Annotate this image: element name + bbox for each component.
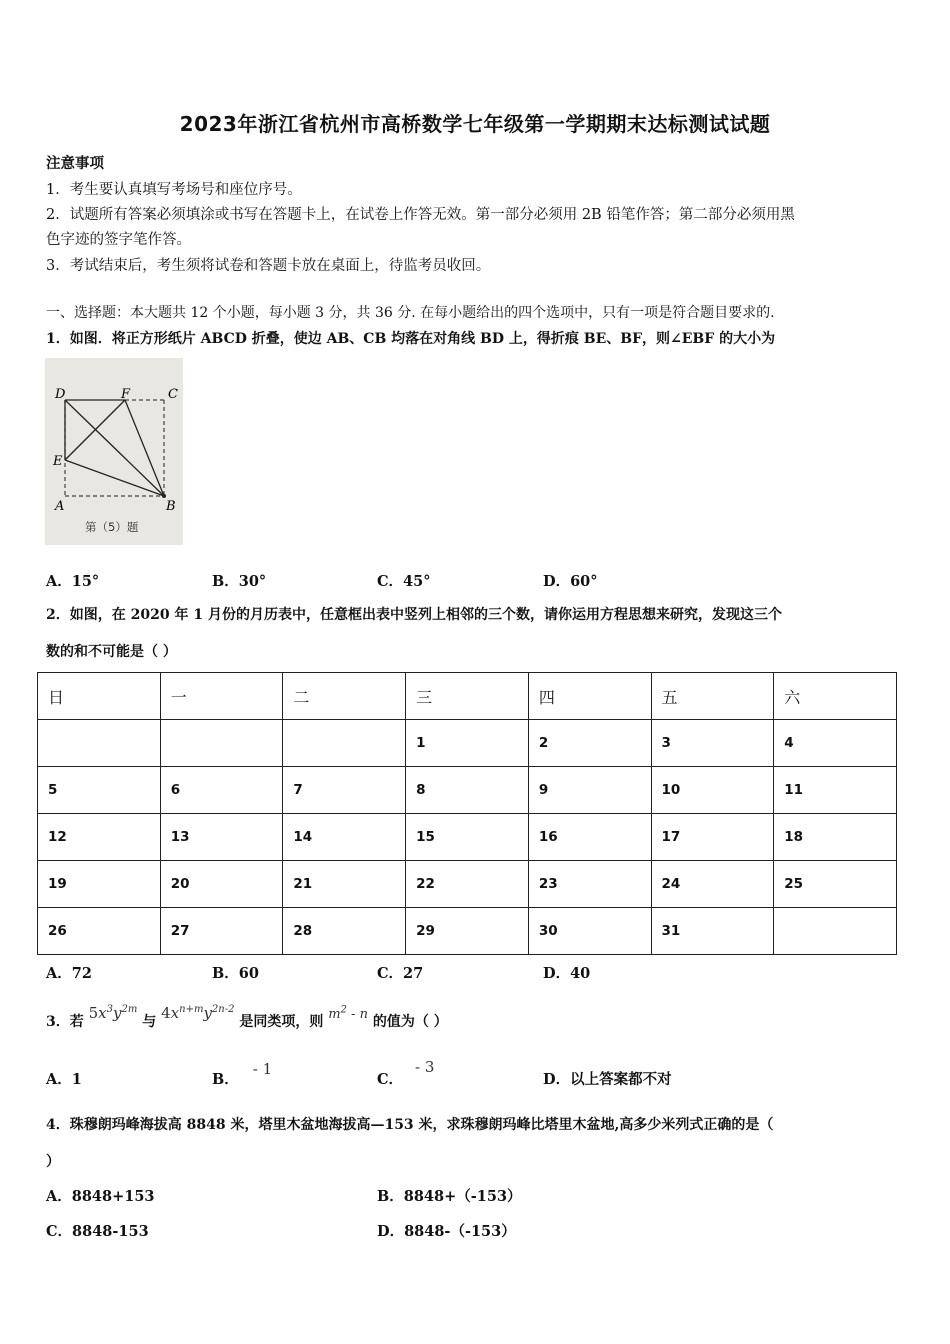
label-c: C [168,387,178,402]
q3-option-b-label: B． [212,1071,239,1088]
calendar-cell: 19 [38,861,161,908]
calendar-row [38,908,897,955]
notice-item-2: 2．试题所有答案必须填涂或书写在答题卡上，在试卷上作答无效。第一部分必须用 2B 铅笔作答；第二部分必须用黑 [46,207,795,223]
calendar-cell: 6 [160,767,283,814]
section-heading: 一、选择题：本大题共 12 个小题，每小题 3 分，共 36 分. 在每小题给出的四个选项中，只有一项是符合题目要求的. [46,305,775,321]
calendar-cell: 2 [528,720,651,767]
calendar-cell: 29 [406,908,529,955]
calendar-cell: 25 [774,861,897,908]
q4-option-a[interactable]: A．8848+153 [46,1188,155,1205]
calendar-cell: 14 [283,814,406,861]
calendar-cell: 23 [528,861,651,908]
q4-option-c[interactable]: C．8848-153 [46,1223,149,1240]
term2-x: x [170,1004,180,1022]
term1-coef: 5 [88,1004,99,1022]
label-f: F [121,387,131,402]
notice-item-1: 1．考生要认真填写考场号和座位序号。 [46,182,302,198]
calendar-cell: 20 [160,861,283,908]
q1-option-a[interactable]: A．15° [46,573,100,590]
calendar-cell: 24 [651,861,774,908]
calendar-cell: 1 [406,720,529,767]
calendar-cell: 11 [774,767,897,814]
calendar-cell: 21 [283,861,406,908]
calendar-cell: 30 [528,908,651,955]
q1-text: 1．如图．将正方形纸片 ABCD 折叠，使边 AB、CB 均落在对角线 BD 上，得折痕 BE、BF，则∠EBF 的大小为 [46,331,776,347]
q2-text-line1: 2．如图，在 2020 年 1 月份的月历表中，任意框出表中竖列上相邻的三个数，请你运用方程思想来研究，发现这三个 [46,607,782,623]
calendar-cell: 5 [38,767,161,814]
label-a: A [55,499,65,514]
calendar-cell: 8 [406,767,529,814]
page-title: 2023年浙江省杭州市高桥数学七年级第一学期期末达标测试试题 [179,112,771,136]
q3-option-b-value: - 1 [252,1060,273,1078]
q4-text-line2: ） [46,1154,60,1170]
q1-option-c[interactable]: C．45° [377,573,431,590]
label-d: D [55,387,66,402]
q3-mid2: 是同类项，则 [239,1014,324,1030]
calendar-row [38,720,897,767]
calendar-header-row [38,673,897,720]
square-fold-diagram [45,358,183,545]
calendar-cell: 16 [528,814,651,861]
notice-item-3: 3．考试结束后，考生须将试卷和答题卡放在桌面上，待监考员收回。 [46,258,491,274]
calendar-cell: 28 [283,908,406,955]
q1-option-d[interactable]: D．60° [543,573,598,590]
calendar-cell [160,720,283,767]
calendar-table [37,672,897,955]
q1-option-b[interactable]: B．30° [212,573,267,590]
calendar-cell: 12 [38,814,161,861]
calendar-cell [283,720,406,767]
q2-text-line2: 数的和不可能是（ ） [46,644,177,660]
term1-x: x [98,1004,107,1022]
term2-xexp: n+m [179,1004,204,1015]
q3-option-b[interactable] [212,1060,273,1089]
expr-rest: - n [346,1007,368,1022]
expr-base: m [328,1007,341,1022]
term2-yexp: 2n-2 [211,1004,235,1015]
q4-text-line1: 4．珠穆朗玛峰海拔高 8848 米，塔里木盆地海拔高—153 米，求珠穆朗玛峰比塔里木盆地,高多少米列式正确的是（ [46,1117,774,1133]
term2-coef: 4 [161,1004,171,1022]
calendar-cell: 15 [406,814,529,861]
calendar-cell: 26 [38,908,161,955]
q2-option-b[interactable]: B．60 [212,965,259,982]
calendar-header-cell: 三 [406,673,529,720]
calendar-cell: 3 [651,720,774,767]
calendar-row [38,814,897,861]
calendar-cell: 4 [774,720,897,767]
calendar-cell: 31 [651,908,774,955]
label-b: B [166,499,176,514]
q3-suffix: 的值为（ ） [372,1014,448,1030]
calendar-header-cell: 二 [283,673,406,720]
calendar-cell: 18 [774,814,897,861]
term1-yexp: 2m [121,1004,138,1015]
term1-xexp: 3 [106,1004,114,1015]
calendar-header-cell: 日 [38,673,161,720]
q3-mid: 与 [142,1014,157,1030]
calendar-header-cell: 一 [160,673,283,720]
q4-option-b[interactable]: B．8848+（-153） [377,1188,522,1205]
expr-exp: 2 [340,1004,347,1016]
calendar-cell [38,720,161,767]
q3-term2 [161,1004,234,1022]
calendar-header-cell: 四 [528,673,651,720]
q4-option-d[interactable]: D．8848-（-153） [377,1223,516,1240]
q3-term1 [89,1004,138,1022]
calendar-cell: 27 [160,908,283,955]
notice-item-2-cont: 色字迹的签字笔作答。 [46,232,191,248]
calendar-cell: 7 [283,767,406,814]
term1-y: y [113,1004,122,1022]
calendar-cell [774,908,897,955]
q3-text [46,998,448,1043]
calendar-cell: 10 [651,767,774,814]
term2-y: y [203,1004,212,1022]
q3-option-d[interactable]: D．以上答案都不对 [543,1071,672,1088]
q3-prefix: 3．若 [46,1014,84,1030]
q3-option-a[interactable]: A．1 [46,1071,82,1088]
q1-figure [45,358,183,545]
calendar-cell: 22 [406,861,529,908]
q3-expr [328,1004,368,1022]
q2-option-a[interactable]: A．72 [46,965,92,982]
notice-heading: 注意事项 [46,155,104,172]
q3-option-c-value: - 3 [415,1058,435,1076]
calendar-header-cell: 六 [774,673,897,720]
q3-option-c[interactable] [377,1058,435,1089]
q2-option-d[interactable]: D．40 [543,965,591,982]
calendar-row [38,861,897,908]
q3-option-c-label: C． [377,1071,404,1088]
calendar-row [38,767,897,814]
figure-caption: 第（5）题 [85,520,139,534]
calendar-cell: 9 [528,767,651,814]
q2-option-c[interactable]: C．27 [377,965,424,982]
label-e: E [53,454,63,469]
calendar-cell: 13 [160,814,283,861]
calendar-cell: 17 [651,814,774,861]
calendar-header-cell: 五 [651,673,774,720]
